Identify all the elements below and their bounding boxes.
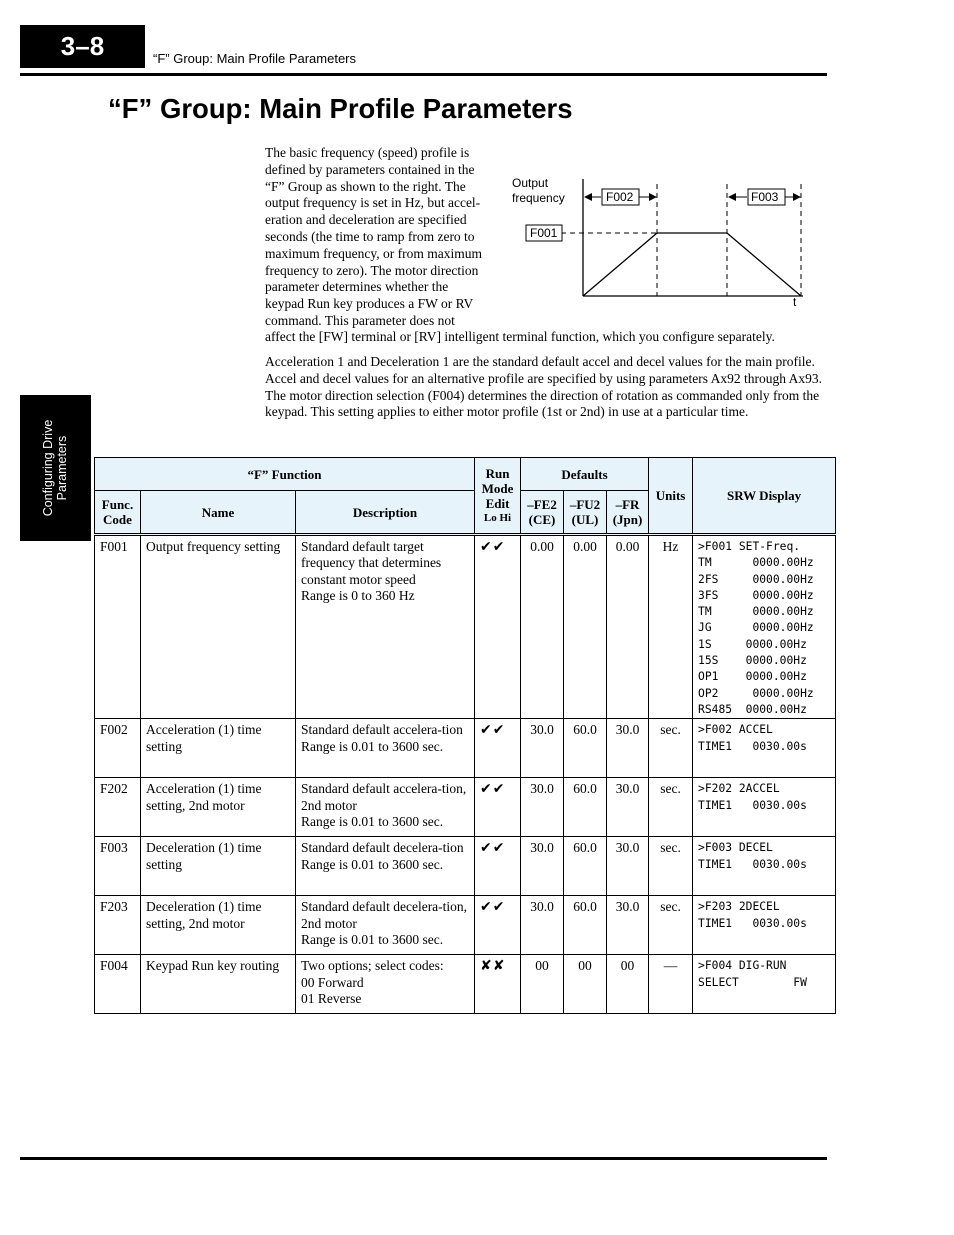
diagram-label-accel: F002 (606, 190, 634, 204)
cell-fr: 30.0 (607, 837, 649, 896)
intro-line: “F” Group as shown to the right. The (265, 178, 466, 194)
cell-description: Two options; select codes: 00 Forward 01 Reverse (296, 955, 475, 1014)
cell-fe2: 30.0 (521, 896, 564, 955)
diagram-profile-line (583, 233, 801, 296)
frequency-profile-diagram (505, 172, 810, 317)
cell-code: F002 (95, 719, 141, 778)
header-f-function: “F” Function (95, 458, 475, 491)
cell-fe2: 30.0 (521, 719, 564, 778)
frequency-profile-svg (505, 172, 810, 312)
diagram-label-freq: F001 (530, 226, 558, 240)
cell-description: Standard default accelera-tion, 2nd motor Range is 0.01 to 3600 sec. (296, 778, 475, 837)
cell-fu2: 60.0 (564, 778, 607, 837)
intro-line: The basic frequency (speed) profile is (265, 145, 470, 160)
cell-run-mode: ✔✔ (475, 896, 521, 955)
cell-run-mode: ✔✔ (475, 719, 521, 778)
cell-fr: 30.0 (607, 778, 649, 837)
cell-description: Standard default accelera-tion Range is 0.01 to 3600 sec. (296, 719, 475, 778)
footer-rule (20, 1157, 827, 1160)
cell-fr: 0.00 (607, 535, 649, 719)
header-name: Name (141, 491, 296, 535)
header-description: Description (296, 491, 475, 535)
page-title: “F” Group: Main Profile Parameters (108, 93, 573, 124)
table-row (95, 896, 836, 955)
header-units: Units (649, 458, 693, 535)
cell-code: F202 (95, 778, 141, 837)
diagram-ylabel-line1: Output (512, 176, 549, 190)
header-defaults: Defaults (521, 458, 649, 491)
table-row (95, 535, 836, 719)
cell-units: sec. (649, 719, 693, 778)
header-fu2: –FU2 (UL) (564, 491, 607, 535)
intro-paragraph-last-line: affect the [FW] terminal or [RV] intelligent terminal function, which you configure separately. (265, 329, 775, 344)
section-side-tab (20, 395, 91, 541)
cell-description: Standard default decelera-tion Range is 0.01 to 3600 sec. (296, 837, 475, 896)
cell-srw-display: >F001 SET-Freq. TM 0000.00Hz 2FS 0000.00Hz 3FS 0000.00Hz TM 0000.00Hz JG 0000.00Hz 1S 0000.00Hz 15S 0000.00Hz OP1 0000.00Hz OP2 0000.00Hz RS485 0000.00Hz (693, 535, 836, 719)
cell-name: Deceleration (1) time setting, 2nd motor (141, 896, 296, 955)
side-tab-label: Configuring Drive Parameters (41, 419, 69, 517)
cell-code: F001 (95, 535, 141, 719)
cell-fe2: 00 (521, 955, 564, 1014)
cell-fu2: 00 (564, 955, 607, 1014)
table-row (95, 955, 836, 1014)
cell-units: sec. (649, 896, 693, 955)
cell-name: Keypad Run key routing (141, 955, 296, 1014)
cell-description: Standard default target frequency that determines constant motor speed Range is 0 to 360 Hz (296, 535, 475, 719)
cell-fu2: 60.0 (564, 719, 607, 778)
cell-description: Standard default decelera-tion, 2nd motor Range is 0.01 to 3600 sec. (296, 896, 475, 955)
intro-line: seconds (the time to ramp from zero to (265, 228, 475, 244)
cell-code: F003 (95, 837, 141, 896)
header-rule (20, 73, 827, 76)
intro-line: command. This parameter does not (265, 312, 455, 328)
cell-units: sec. (649, 778, 693, 837)
cell-units: sec. (649, 837, 693, 896)
cell-run-mode: ✔✔ (475, 778, 521, 837)
intro-line: maximum frequency, or from maximum (265, 245, 482, 261)
intro-paragraph-wrapped (265, 145, 502, 330)
header-func-code: Func. Code (95, 491, 141, 535)
cell-fu2: 60.0 (564, 896, 607, 955)
cell-fu2: 60.0 (564, 837, 607, 896)
header-srw-display: SRW Display (693, 458, 836, 535)
intro-line: parameter determines whether the (265, 279, 449, 295)
cell-fr: 30.0 (607, 896, 649, 955)
cell-code: F203 (95, 896, 141, 955)
header-fe2: –FE2 (CE) (521, 491, 564, 535)
cell-name: Output frequency setting (141, 535, 296, 719)
intro-line: defined by parameters contained in the (265, 161, 475, 177)
cell-fr: 30.0 (607, 719, 649, 778)
cell-run-mode: ✔✔ (475, 837, 521, 896)
intro-line: output frequency is set in Hz, but accel- (265, 195, 481, 211)
intro-line: eration and deceleration are specified (265, 212, 467, 228)
intro-line: frequency to zero). The motor direction (265, 262, 479, 278)
cell-units: Hz (649, 535, 693, 719)
diagram-label-decel: F003 (751, 190, 779, 204)
header-fr: –FR (Jpn) (607, 491, 649, 535)
table-row (95, 719, 836, 778)
diagram-ylabel-line2: frequency (512, 191, 565, 205)
cell-name: Acceleration (1) time setting, 2nd motor (141, 778, 296, 837)
header-run-mode-edit: Run Mode Edit Lo Hi (475, 458, 521, 535)
table-row (95, 778, 836, 837)
cell-srw-display: >F203 2DECEL TIME1 0030.00s (693, 896, 836, 955)
cell-name: Acceleration (1) time setting (141, 719, 296, 778)
cell-fe2: 30.0 (521, 778, 564, 837)
cell-fe2: 0.00 (521, 535, 564, 719)
diagram-x-label: t (793, 295, 797, 309)
cell-fr: 00 (607, 955, 649, 1014)
cell-code: F004 (95, 955, 141, 1014)
cell-fu2: 0.00 (564, 535, 607, 719)
page-number: 3–8 (20, 25, 145, 68)
table-row (95, 837, 836, 896)
body-paragraph: Acceleration 1 and Deceleration 1 are the standard default accel and decel values for the main profile. Accel and decel values for an alternative profile are specified by using parameters Ax92 through Ax93. The motor direction selection (F004) determines the direction of rotation as commanded only from the keypad. This setting applies to either motor profile (1st or 2nd) in use at a particular time. (265, 354, 823, 420)
cell-srw-display: >F003 DECEL TIME1 0030.00s (693, 837, 836, 896)
cell-srw-display: >F202 2ACCEL TIME1 0030.00s (693, 778, 836, 837)
cell-srw-display: >F004 DIG-RUN SELECT FW (693, 955, 836, 1014)
cell-run-mode: ✔✔ (475, 535, 521, 719)
cell-fe2: 30.0 (521, 837, 564, 896)
intro-line: keypad Run key produces a FW or RV (265, 296, 474, 312)
running-head: “F” Group: Main Profile Parameters (153, 51, 357, 66)
cell-name: Deceleration (1) time setting (141, 837, 296, 896)
cell-units: — (649, 955, 693, 1014)
cell-srw-display: >F002 ACCEL TIME1 0030.00s (693, 719, 836, 778)
f-group-parameter-table (94, 457, 836, 1014)
cell-run-mode: ✘✘ (475, 955, 521, 1014)
